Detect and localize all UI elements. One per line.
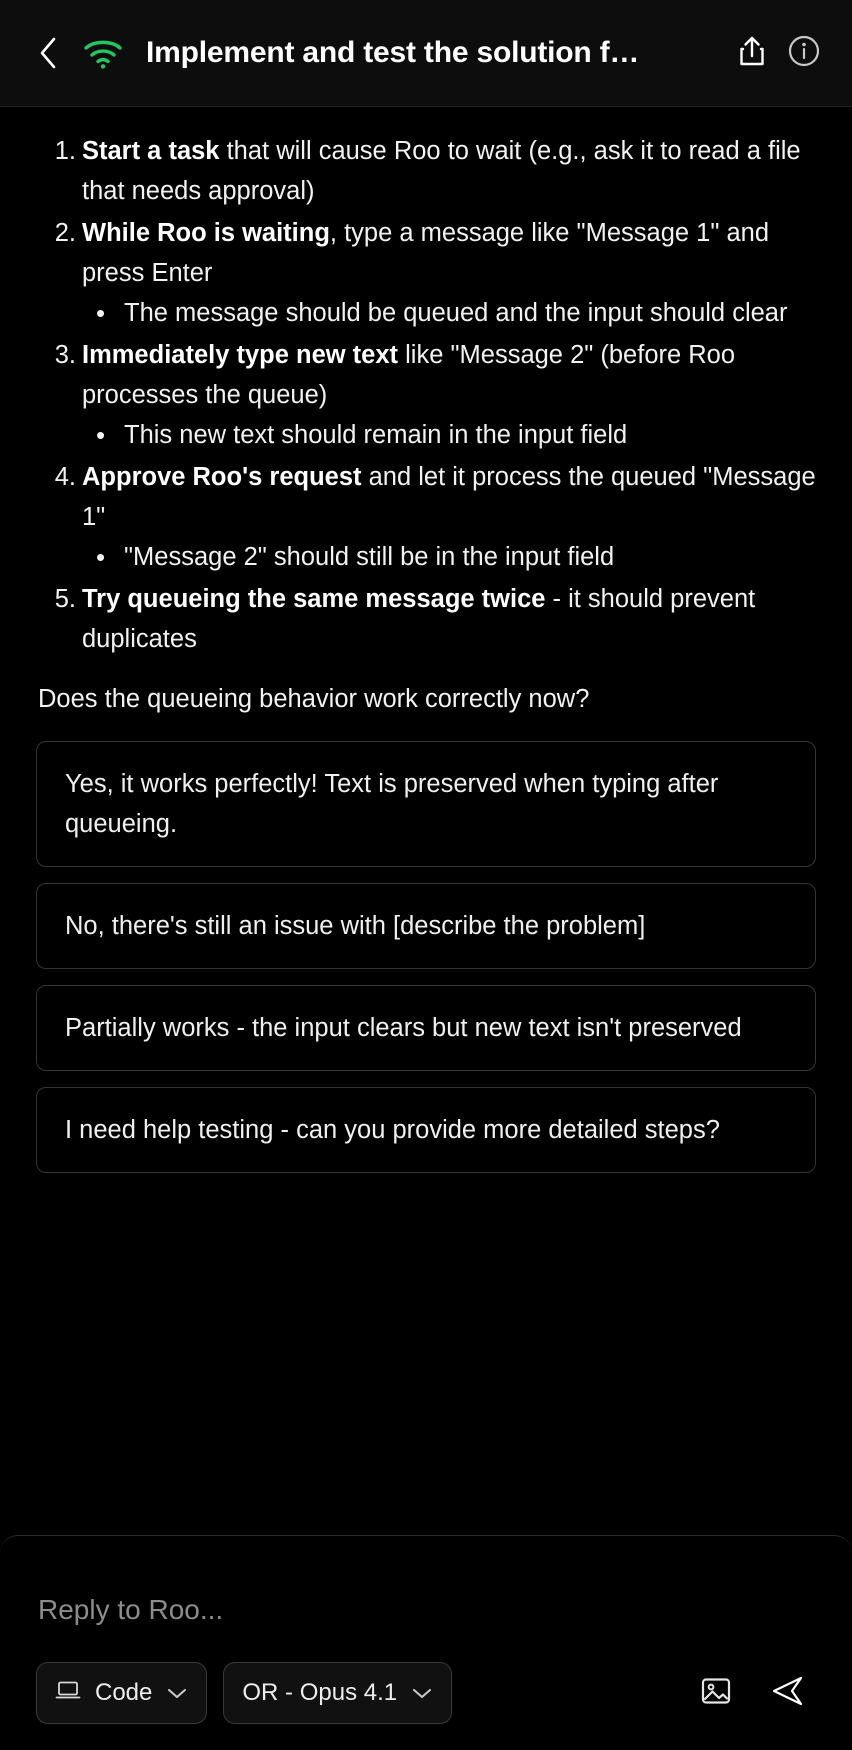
- substeps-list: [82, 293, 816, 333]
- info-icon: [787, 34, 821, 73]
- substeps-list: [82, 537, 816, 577]
- send-button[interactable]: [760, 1665, 816, 1721]
- info-button[interactable]: [778, 27, 830, 79]
- attach-image-button[interactable]: [688, 1665, 744, 1721]
- message-content: [0, 107, 852, 1535]
- list-item: [36, 335, 816, 455]
- step-bold-text: Start a task: [82, 137, 220, 165]
- laptop-icon: [55, 1679, 81, 1707]
- back-button[interactable]: [28, 33, 68, 73]
- composer: [0, 1535, 852, 1750]
- composer-toolbar: [36, 1662, 816, 1724]
- send-icon: [770, 1674, 806, 1713]
- step-rest-text: like "Message 2" (before Roo processes the queue): [82, 341, 736, 409]
- reply-input[interactable]: Reply to Roo...: [38, 1594, 224, 1625]
- step-rest-text: , type a message like "Message 1" and press Enter: [82, 219, 770, 287]
- chevron-down-icon: [411, 1686, 433, 1700]
- step-rest-text: and let it process the queued "Message 1": [82, 463, 816, 531]
- page-title: Implement and test the solution f…: [146, 36, 640, 69]
- list-item: [36, 213, 816, 333]
- step-rest-text: that will cause Roo to wait (e.g., ask it to read a file that needs approval): [82, 137, 801, 205]
- list-item: • The message should be queued and the input should clear: [82, 293, 816, 333]
- answer-option[interactable]: Yes, it works perfectly! Text is preserved when typing after queueing.: [36, 741, 816, 867]
- chevron-left-icon: [37, 36, 59, 70]
- share-button[interactable]: [726, 27, 778, 79]
- list-item: • This new text should remain in the input field: [82, 415, 816, 455]
- step-bold-text: Immediately type new text: [82, 341, 399, 369]
- list-item: [36, 457, 816, 577]
- chevron-down-icon: [166, 1686, 188, 1700]
- share-icon: [737, 35, 767, 72]
- steps-list: [36, 131, 816, 659]
- answer-options: [36, 741, 816, 1173]
- answer-option[interactable]: No, there's still an issue with [describe the problem]: [36, 883, 816, 969]
- answer-option[interactable]: Partially works - the input clears but new text isn't preserved: [36, 985, 816, 1071]
- mode-label: Code: [95, 1679, 153, 1706]
- header-bar: [0, 0, 852, 107]
- list-item: • "Message 2" should still be in the input field: [82, 537, 816, 577]
- model-label: OR - Opus 4.1: [242, 1679, 398, 1706]
- question-text: Does the queueing behavior work correctly now?: [38, 685, 590, 713]
- step-bold-text: Approve Roo's request: [82, 463, 362, 491]
- step-bold-text: While Roo is waiting: [82, 219, 330, 247]
- model-selector[interactable]: [223, 1662, 452, 1724]
- image-icon: [699, 1674, 733, 1713]
- answer-option[interactable]: I need help testing - can you provide more detailed steps?: [36, 1087, 816, 1173]
- step-bold-text: Try queueing the same message twice: [82, 585, 546, 613]
- wifi-icon: [80, 33, 126, 73]
- substeps-list: [82, 415, 816, 455]
- list-item: [36, 131, 816, 211]
- mode-selector[interactable]: [36, 1662, 207, 1724]
- list-item: [36, 579, 816, 659]
- step-rest-text: - it should prevent duplicates: [82, 585, 756, 653]
